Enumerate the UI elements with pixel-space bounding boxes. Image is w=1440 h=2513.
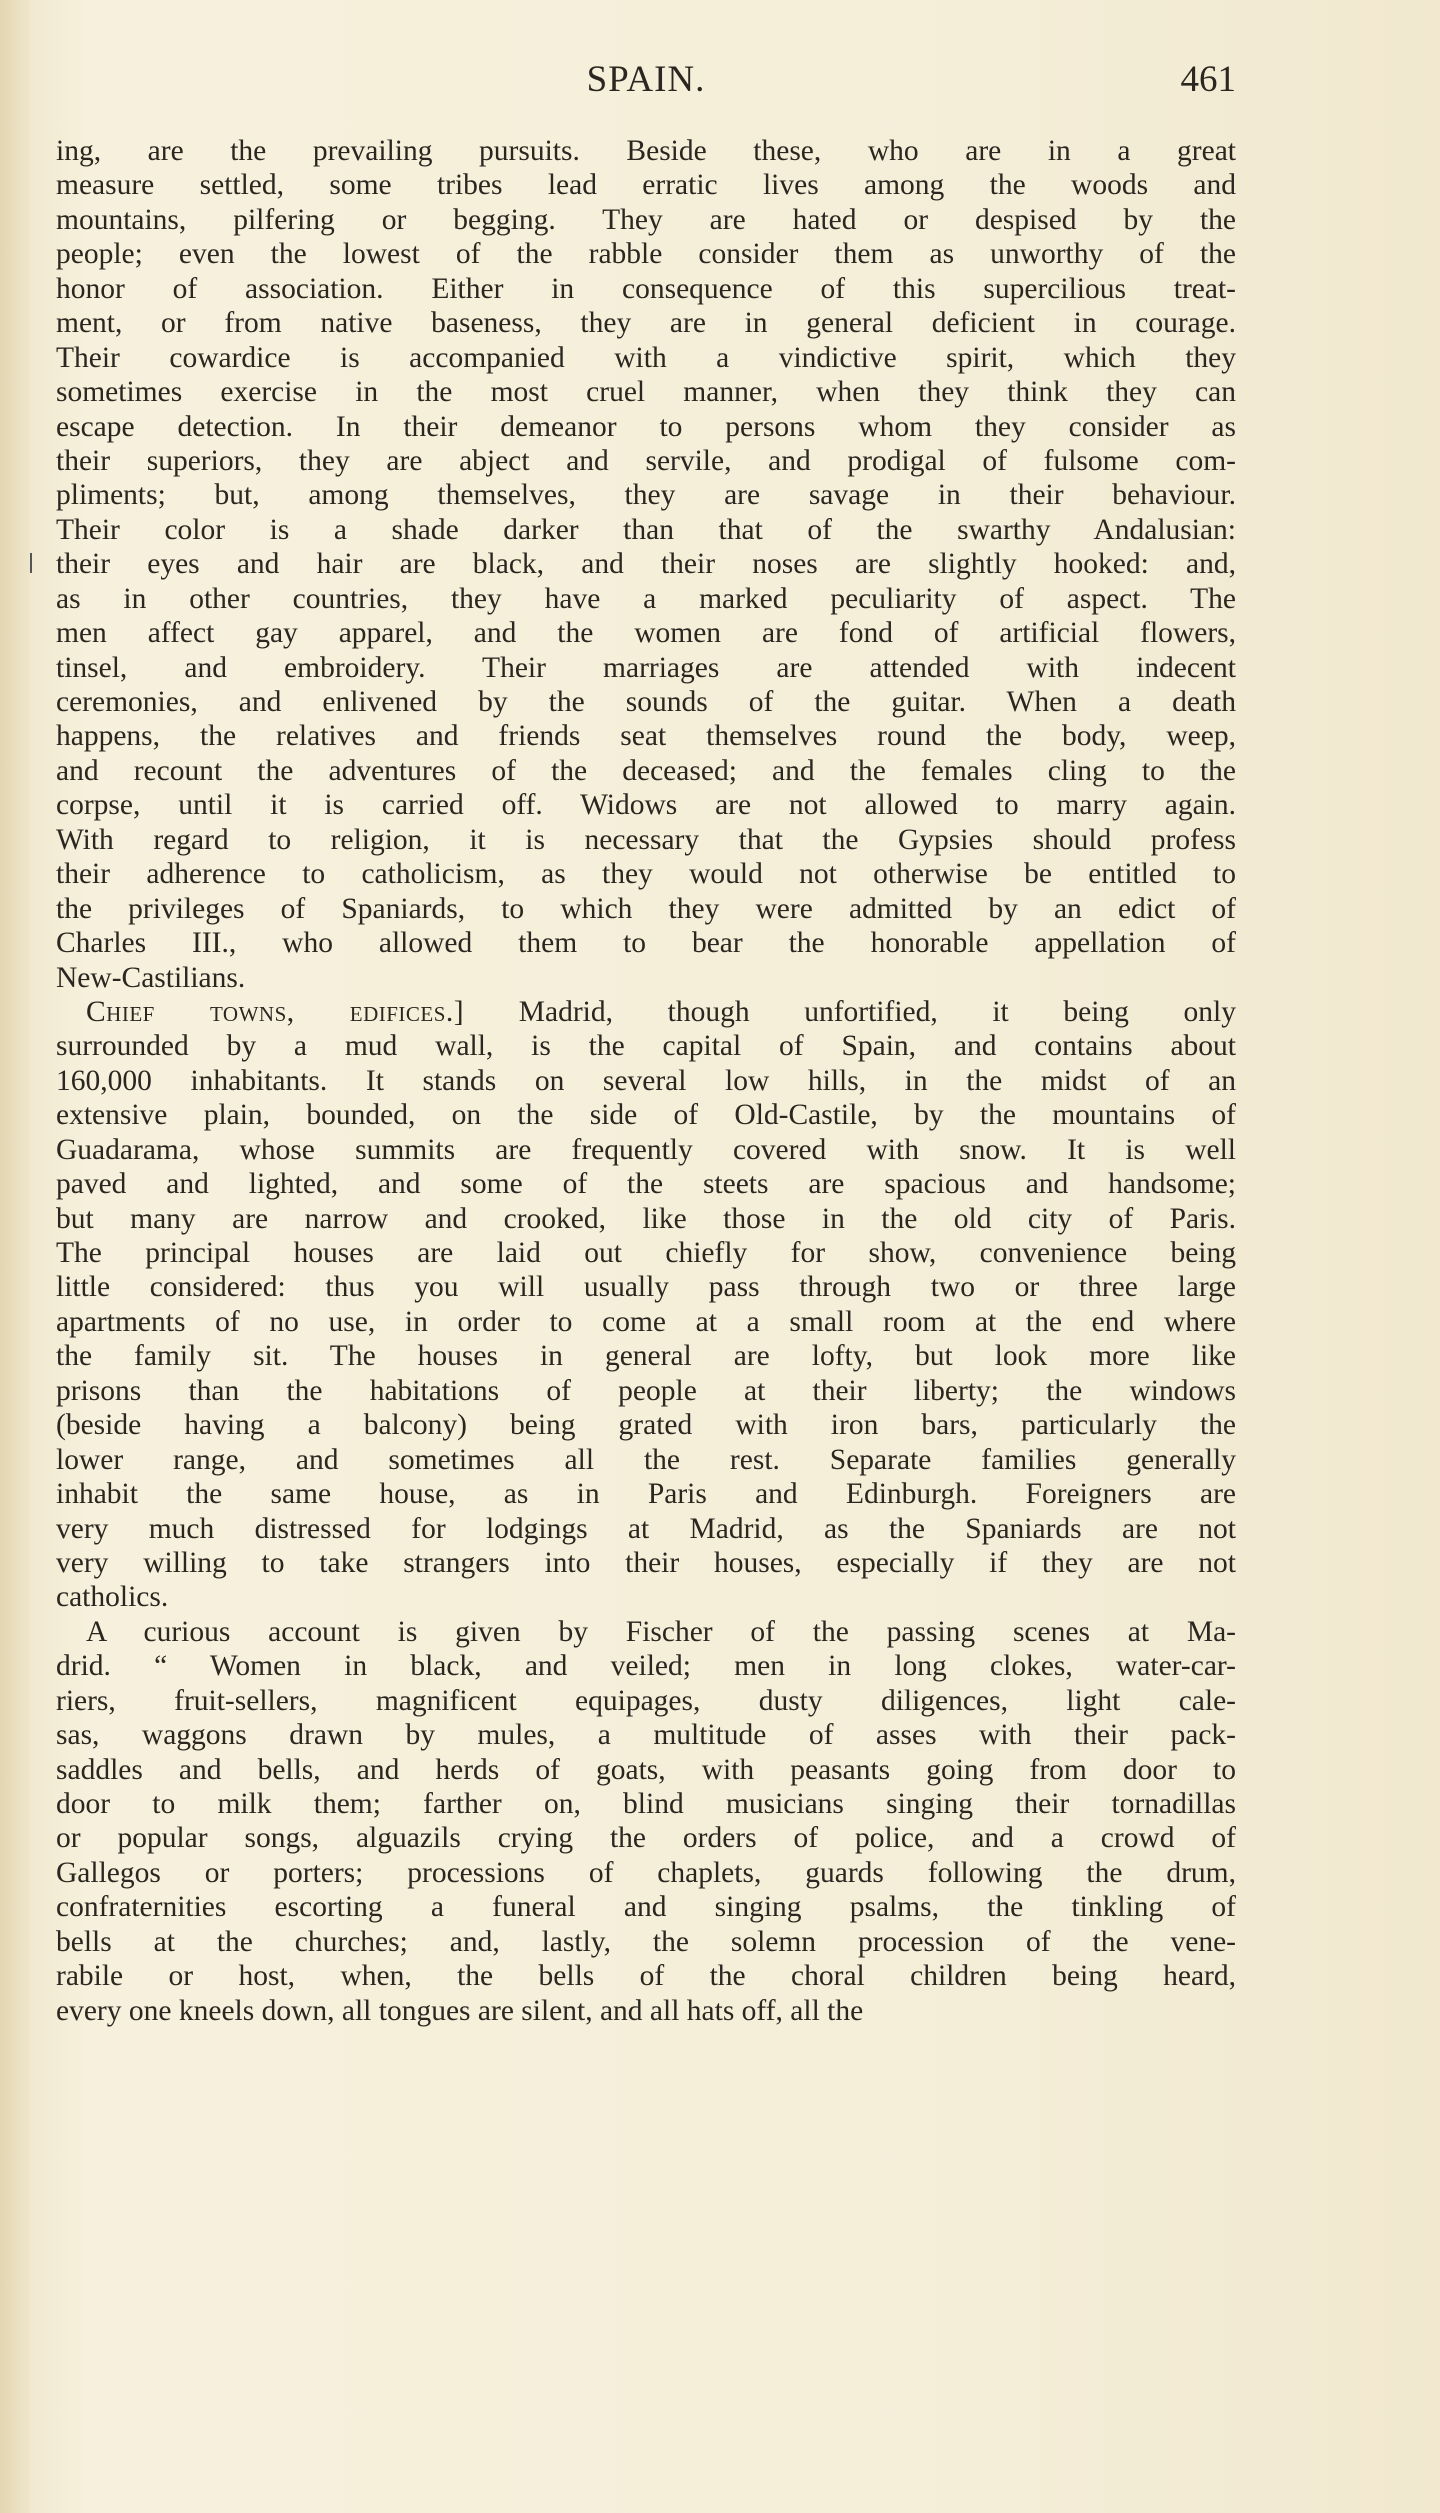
text-line: The principal houses are laid out chiefly for show, convenience being: [56, 1237, 1236, 1269]
text-line: sas, waggons drawn by mules, a multitude of asses with their pack-: [56, 1719, 1236, 1752]
text-line: ment, or from native baseness, they are in general deficient in courage.: [56, 307, 1236, 340]
text-line: or popular songs, alguazils crying the orders of police, and a crowd of: [56, 1822, 1236, 1855]
text-line: Their color is a shade darker than that of the swarthy Andalusian:: [56, 513, 1236, 546]
paragraph-chief-towns: [56, 995, 1236, 1615]
text-line: their adherence to catholicism, as they would not otherwise be entitled to: [56, 858, 1236, 891]
text-line: their superiors, they are abject and servile, and prodigal of fulsome com-: [56, 444, 1236, 477]
text-line: extensive plain, bounded, on the side of Old-Castile, by the mountains of: [56, 1099, 1236, 1132]
text-line: prisons than the habitations of people at their liberty; the windows: [56, 1374, 1236, 1407]
text-line: sometimes exercise in the most cruel manner, when they think they can: [56, 376, 1236, 409]
text-line: door to milk them; farther on, blind musicians singing their tornadillas: [56, 1788, 1236, 1820]
text-line: pliments; but, among themselves, they are savage in their behaviour.: [56, 479, 1236, 512]
text-line: (beside having a balcony) being grated with iron bars, particularly the: [56, 1409, 1236, 1442]
text-line: people; even the lowest of the rabble consider them as unworthy of the: [56, 238, 1236, 271]
text-line: With regard to religion, it is necessary that the Gypsies should profess: [56, 823, 1236, 856]
text-line: very willing to take strangers into their houses, especially if they are not: [56, 1546, 1236, 1579]
text-line: men affect gay apparel, and the women are fond of artificial flowers,: [56, 617, 1236, 650]
body-text: [56, 134, 1236, 2028]
text-line: Their cowardice is accompanied with a vindictive spirit, which they: [56, 341, 1236, 374]
text-line: but many are narrow and crooked, like those in the old city of Paris.: [56, 1202, 1236, 1235]
text-line: surrounded by a mud wall, is the capital of Spain, and contains about: [56, 1030, 1236, 1063]
text-line: the privileges of Spaniards, to which they were admitted by an edict of: [56, 892, 1236, 925]
text-line: tinsel, and embroidery. Their marriages are attended with indecent: [56, 651, 1236, 684]
text-line: A curious account is given by Fischer of the passing scenes at Ma-: [86, 1615, 1236, 1648]
text-line: ceremonies, and enlivened by the sounds of the guitar. When a death: [56, 686, 1236, 718]
text-line: corpse, until it is carried off. Widows are not allowed to marry again.: [56, 789, 1236, 822]
text-line: confraternities escorting a funeral and singing psalms, the tinkling of: [56, 1891, 1236, 1924]
text-line: as in other countries, they have a marked peculiarity of aspect. The: [56, 582, 1236, 615]
section-heading: Chief towns, edifices.]: [86, 995, 465, 1028]
text-line: drid. “ Women in black, and veiled; men in long clokes, water-car-: [56, 1650, 1236, 1683]
text-line: every one kneels down, all tongues are silent, and all hats off, all the: [56, 1994, 864, 2027]
running-title: SPAIN.: [586, 59, 706, 100]
text-line: honor of association. Either in consequence of this supercilious treat-: [56, 272, 1236, 305]
text-line: saddles and bells, and herds of goats, with peasants going from door to: [56, 1753, 1236, 1786]
text-line: Guadarama, whose summits are frequently covered with snow. It is well: [56, 1133, 1236, 1166]
text-line: the family sit. The houses in general are lofty, but look more like: [56, 1340, 1236, 1373]
text-line: inhabit the same house, as in Paris and Edinburgh. Foreigners are: [56, 1478, 1236, 1511]
text-line: paved and lighted, and some of the steets are spacious and handsome;: [56, 1168, 1236, 1201]
text-line: rabile or host, when, the bells of the choral children being heard,: [56, 1960, 1236, 1993]
section-heading-continuation: Madrid, though unfortified, it being only: [518, 995, 1236, 1028]
paragraph-fischer: [56, 1615, 1236, 2028]
text-line: ing, are the prevailing pursuits. Beside these, who are in a great: [56, 135, 1236, 167]
text-line: [56, 995, 1236, 1029]
text-line: little considered: thus you will usually pass through two or three large: [56, 1271, 1236, 1304]
text-line: escape detection. In their demeanor to persons whom they consider as: [56, 410, 1236, 443]
text-line: mountains, pilfering or begging. They are hated or despised by the: [56, 203, 1236, 236]
margin-mark: [30, 553, 32, 573]
text-line: Charles III., who allowed them to bear the honorable appellation of: [56, 927, 1236, 960]
text-line: Gallegos or porters; processions of chaplets, guards following the drum,: [56, 1856, 1236, 1889]
paragraph-gypsies: [56, 134, 1236, 995]
text-line: happens, the relatives and friends seat themselves round the body, weep,: [56, 720, 1236, 753]
text-line: New-Castilians.: [56, 961, 246, 994]
text-line: catholics.: [56, 1581, 169, 1614]
text-line: 160,000 inhabitants. It stands on several low hills, in the midst of an: [56, 1064, 1236, 1097]
text-line: bells at the churches; and, lastly, the solemn procession of the vene-: [56, 1925, 1236, 1958]
page-gutter-edge: [0, 0, 30, 2513]
page-number: 461: [1180, 59, 1236, 100]
text-line: lower range, and sometimes all the rest. Separate families generally: [56, 1443, 1236, 1476]
text-line: their eyes and hair are black, and their noses are slightly hooked: and,: [56, 548, 1236, 581]
page-header: [56, 58, 1236, 118]
text-line: and recount the adventures of the deceased; and the females cling to the: [56, 754, 1236, 787]
text-line: very much distressed for lodgings at Madrid, as the Spaniards are not: [56, 1512, 1236, 1545]
text-line: measure settled, some tribes lead erratic lives among the woods and: [56, 169, 1236, 202]
text-line: apartments of no use, in order to come at a small room at the end where: [56, 1305, 1236, 1338]
text-line: riers, fruit-sellers, magnificent equipages, dusty diligences, light cale-: [56, 1684, 1236, 1717]
